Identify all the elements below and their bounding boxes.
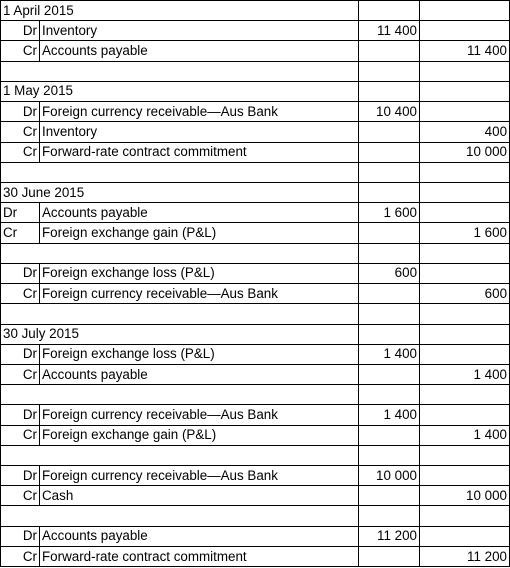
- account-name: Accounts payable: [40, 41, 359, 61]
- blank-cell: [359, 324, 420, 344]
- dr-cr-code: Cr: [1, 425, 40, 445]
- account-name: Inventory: [40, 21, 359, 41]
- blank-cell: [1, 304, 359, 324]
- blank-cell: [420, 1, 510, 21]
- credit-amount: 1 400: [420, 364, 510, 384]
- dr-cr-code: Dr: [1, 405, 40, 425]
- journal-line: [1, 405, 510, 425]
- blank-cell: [420, 182, 510, 202]
- credit-amount: [420, 526, 510, 546]
- credit-amount: [420, 344, 510, 364]
- journal-line: [1, 122, 510, 142]
- blank-cell: [420, 61, 510, 81]
- journal-line: [1, 263, 510, 283]
- dr-cr-code: Dr: [1, 526, 40, 546]
- blank-cell: [359, 182, 420, 202]
- spacer-row: [1, 243, 510, 263]
- blank-cell: [359, 445, 420, 465]
- journal-line: [1, 41, 510, 61]
- debit-amount: 10 000: [359, 466, 420, 486]
- debit-amount: [359, 41, 420, 61]
- account-name: Foreign currency receivable—Aus Bank: [40, 284, 359, 304]
- spacer-row: [1, 162, 510, 182]
- dr-cr-code: Dr: [1, 203, 40, 223]
- account-name: Foreign exchange loss (P&L): [40, 344, 359, 364]
- dr-cr-code: Cr: [1, 364, 40, 384]
- credit-amount: 1 600: [420, 223, 510, 243]
- journal-line: [1, 526, 510, 546]
- dr-cr-code: Cr: [1, 486, 40, 506]
- blank-cell: [359, 162, 420, 182]
- blank-cell: [359, 304, 420, 324]
- spacer-row: [1, 304, 510, 324]
- account-name: Cash: [40, 486, 359, 506]
- credit-amount: 10 000: [420, 142, 510, 162]
- debit-amount: 11 400: [359, 21, 420, 41]
- blank-cell: [420, 162, 510, 182]
- credit-amount: [420, 102, 510, 122]
- blank-cell: [1, 162, 359, 182]
- dr-cr-code: Dr: [1, 466, 40, 486]
- debit-amount: [359, 486, 420, 506]
- debit-amount: 1 400: [359, 405, 420, 425]
- debit-amount: [359, 284, 420, 304]
- journal-line: [1, 102, 510, 122]
- blank-cell: [1, 243, 359, 263]
- dr-cr-code: Cr: [1, 284, 40, 304]
- blank-cell: [359, 243, 420, 263]
- debit-amount: [359, 546, 420, 566]
- entry-date: 1 April 2015: [1, 1, 359, 21]
- credit-amount: 11 400: [420, 41, 510, 61]
- debit-amount: [359, 223, 420, 243]
- account-name: Forward-rate contract commitment: [40, 546, 359, 566]
- account-name: Accounts payable: [40, 203, 359, 223]
- blank-cell: [420, 445, 510, 465]
- date-row: [1, 81, 510, 101]
- entry-date: 30 June 2015: [1, 182, 359, 202]
- blank-cell: [1, 385, 359, 405]
- credit-amount: 1 400: [420, 425, 510, 445]
- entry-date: 1 May 2015: [1, 81, 359, 101]
- journal-line: [1, 284, 510, 304]
- dr-cr-code: Dr: [1, 102, 40, 122]
- blank-cell: [359, 385, 420, 405]
- dr-cr-code: Cr: [1, 223, 40, 243]
- account-name: Foreign currency receivable—Aus Bank: [40, 405, 359, 425]
- credit-amount: [420, 203, 510, 223]
- journal-line: [1, 425, 510, 445]
- debit-amount: 1 400: [359, 344, 420, 364]
- date-row: [1, 182, 510, 202]
- journal-line: [1, 486, 510, 506]
- journal-line: [1, 203, 510, 223]
- blank-cell: [420, 506, 510, 526]
- dr-cr-code: Cr: [1, 546, 40, 566]
- blank-cell: [1, 506, 359, 526]
- spacer-row: [1, 61, 510, 81]
- dr-cr-code: Cr: [1, 122, 40, 142]
- entry-date: 30 July 2015: [1, 324, 359, 344]
- credit-amount: [420, 405, 510, 425]
- journal-body: [1, 1, 510, 567]
- spacer-row: [1, 385, 510, 405]
- blank-cell: [420, 243, 510, 263]
- blank-cell: [359, 506, 420, 526]
- credit-amount: [420, 21, 510, 41]
- account-name: Accounts payable: [40, 364, 359, 384]
- blank-cell: [420, 324, 510, 344]
- journal-line: [1, 21, 510, 41]
- blank-cell: [1, 445, 359, 465]
- blank-cell: [420, 385, 510, 405]
- account-name: Forward-rate contract commitment: [40, 142, 359, 162]
- credit-amount: 600: [420, 284, 510, 304]
- journal-line: [1, 546, 510, 566]
- debit-amount: 10 400: [359, 102, 420, 122]
- debit-amount: 600: [359, 263, 420, 283]
- dr-cr-code: Dr: [1, 263, 40, 283]
- account-name: Foreign currency receivable—Aus Bank: [40, 102, 359, 122]
- account-name: Inventory: [40, 122, 359, 142]
- blank-cell: [420, 304, 510, 324]
- debit-amount: [359, 364, 420, 384]
- debit-amount: 11 200: [359, 526, 420, 546]
- dr-cr-code: Cr: [1, 41, 40, 61]
- blank-cell: [359, 61, 420, 81]
- blank-cell: [359, 81, 420, 101]
- credit-amount: 10 000: [420, 486, 510, 506]
- account-name: Foreign exchange gain (P&L): [40, 223, 359, 243]
- dr-cr-code: Cr: [1, 142, 40, 162]
- date-row: [1, 1, 510, 21]
- credit-amount: [420, 466, 510, 486]
- date-row: [1, 324, 510, 344]
- debit-amount: [359, 142, 420, 162]
- debit-amount: [359, 425, 420, 445]
- journal-line: [1, 364, 510, 384]
- credit-amount: 400: [420, 122, 510, 142]
- credit-amount: 11 200: [420, 546, 510, 566]
- dr-cr-code: Dr: [1, 344, 40, 364]
- account-name: Foreign exchange gain (P&L): [40, 425, 359, 445]
- spacer-row: [1, 506, 510, 526]
- blank-cell: [359, 1, 420, 21]
- spacer-row: [1, 445, 510, 465]
- account-name: Accounts payable: [40, 526, 359, 546]
- blank-cell: [1, 61, 359, 81]
- blank-cell: [420, 81, 510, 101]
- debit-amount: [359, 122, 420, 142]
- account-name: Foreign currency receivable—Aus Bank: [40, 466, 359, 486]
- debit-amount: 1 600: [359, 203, 420, 223]
- dr-cr-code: Dr: [1, 21, 40, 41]
- journal-line: [1, 142, 510, 162]
- account-name: Foreign exchange loss (P&L): [40, 263, 359, 283]
- credit-amount: [420, 263, 510, 283]
- journal-line: [1, 223, 510, 243]
- journal-line: [1, 344, 510, 364]
- journal-line: [1, 466, 510, 486]
